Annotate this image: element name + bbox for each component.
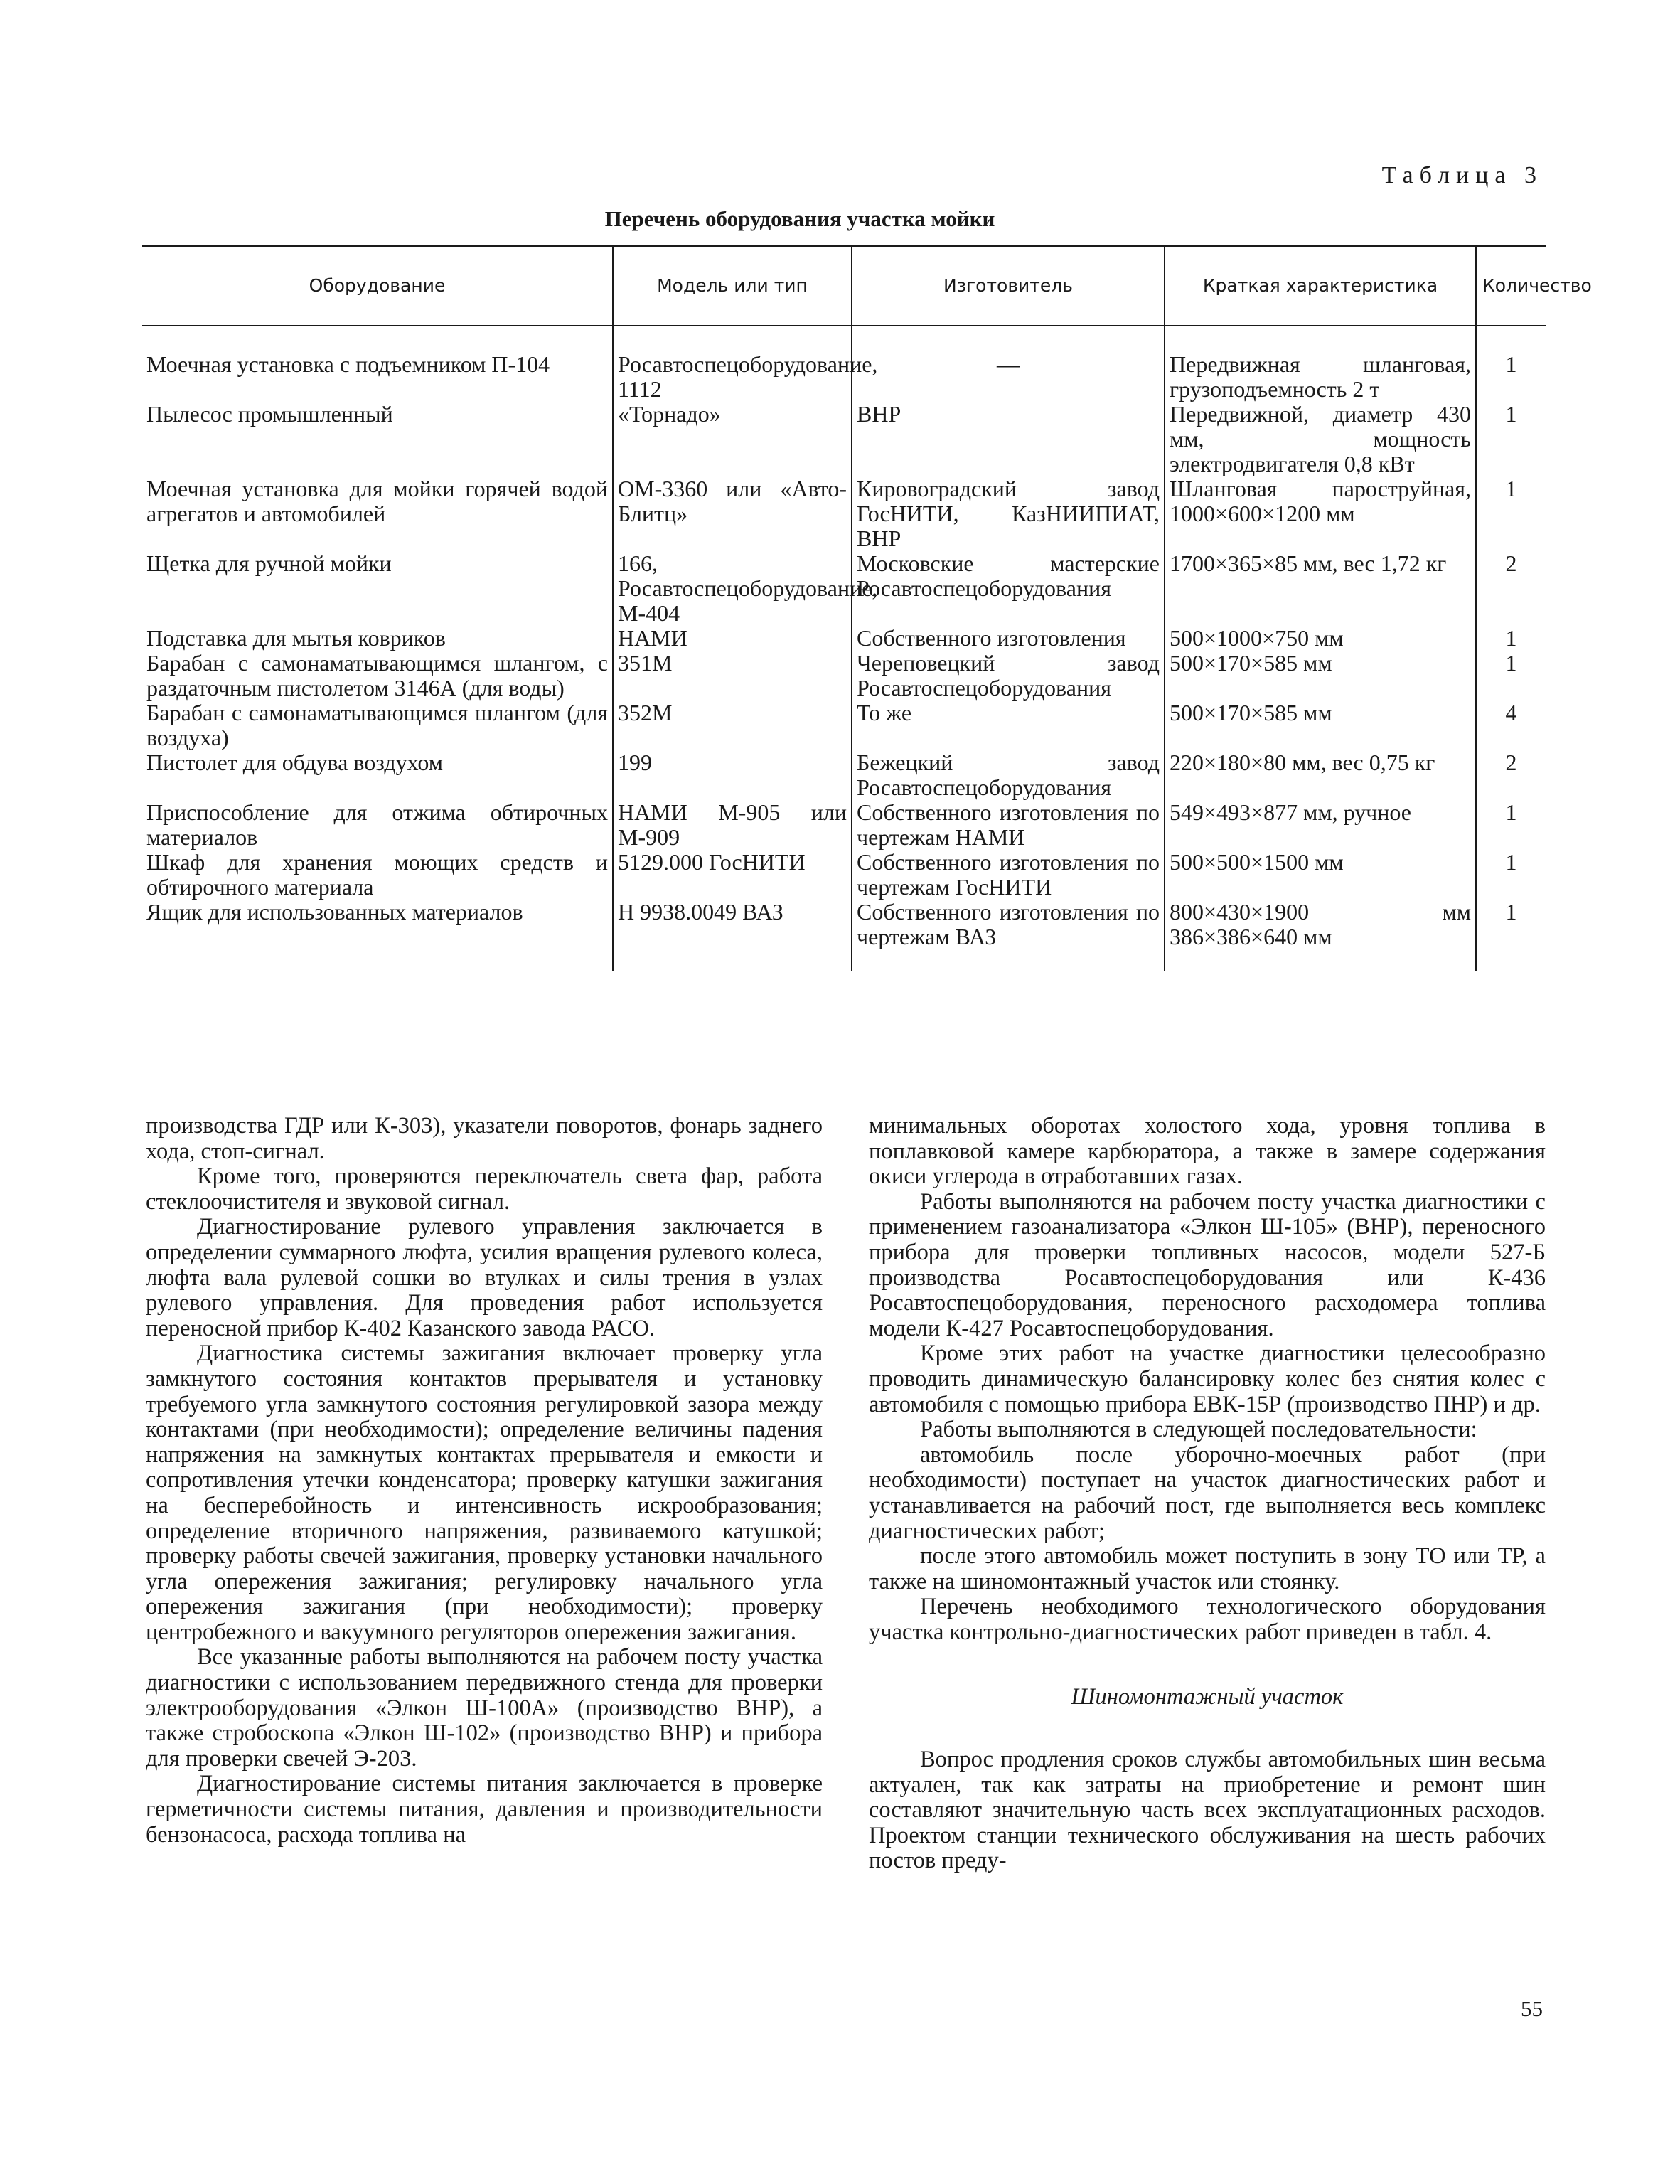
cell-characteristics: Передвижная шланговая, грузоподъемность 2 т [1165, 326, 1476, 402]
cell-manufacturer: Собственного изготовления [852, 626, 1165, 651]
cell-characteristics: 500×500×1500 мм [1165, 850, 1476, 900]
section-heading: Шиномонтажный участок [1071, 1684, 1344, 1710]
cell-model: 352М [613, 701, 852, 750]
table-title: Перечень оборудования участка мойки [604, 206, 995, 231]
cell-equipment: Подставка для мытья ковриков [146, 625, 446, 651]
cell-quantity: 2 [1476, 750, 1546, 800]
paragraph: Кроме того, проверяются переключатель света фар, работа стеклоочистителя и звуковой сигнал. [146, 1163, 823, 1215]
header-manufacturer: Изготовитель [852, 246, 1165, 326]
cell-model: 5129.000 ГосНИТИ [613, 850, 852, 900]
cell-equipment: Щетка для ручной мойки [146, 550, 392, 576]
page-number: 55 [1521, 1996, 1543, 2021]
cell-model: Н 9938.0049 ВАЗ [613, 900, 852, 971]
cell-manufacturer: Собственного изготовления по чертежам ВАЗ [852, 900, 1165, 971]
paragraph: Диагностирование системы питания заключается в проверке герметичности системы питания, давления и производительности бензонасоса, расхода топлива на [146, 1771, 823, 1848]
table-row [142, 900, 1546, 971]
table-header-row [142, 246, 1546, 326]
cell-manufacturer: Бежецкий завод Росавтоспецоборудования [852, 750, 1165, 800]
cell-quantity: 1 [1476, 326, 1546, 402]
cell-characteristics: Передвижной, диаметр 430 мм, мощность электродвигателя 0,8 кВт [1165, 402, 1476, 476]
cell-characteristics: 500×170×585 мм [1165, 651, 1476, 701]
cell-equipment: Шкаф для хранения моющих средств и обтирочного материала [146, 849, 608, 900]
cell-quantity: 1 [1476, 850, 1546, 900]
cell-manufacturer: Московские мастерские Росавтоспецоборудования [852, 551, 1165, 626]
cell-model: НАМИ М-905 или М-909 [613, 800, 852, 850]
cell-characteristics: 500×1000×750 мм [1165, 626, 1476, 651]
paragraph: автомобиль после уборочно-моечных работ (при необходимости) поступает на участок диагностических работ и устанавливается на рабочий пост, где выполняется весь комплекс диагностических работ; [869, 1442, 1546, 1544]
left-text-column [146, 1114, 823, 1848]
cell-quantity: 1 [1476, 900, 1546, 971]
table-row [142, 850, 1546, 900]
header-quantity: Количество [1476, 246, 1546, 326]
table-row [142, 750, 1546, 800]
cell-quantity: 1 [1476, 626, 1546, 651]
cell-characteristics: 800×430×1900 мм 386×386×640 мм [1165, 900, 1476, 971]
header-equipment: Оборудование [142, 246, 613, 326]
table-row [142, 326, 1546, 402]
cell-manufacturer: ВНР [852, 402, 1165, 476]
cell-equipment: Барабан с самонаматывающимся шлангом (для воздуха) [146, 700, 608, 750]
paragraph: Диагностирование рулевого управления заключается в определении суммарного люфта, усилия вращения рулевого колеса, люфта вала рулевой сошки во втулках и силы трения в узлах рулевого управления. Для проведения работ используется переносной прибор К-402 Казанского завода РАСО. [146, 1214, 823, 1341]
cell-equipment: Пистолет для обдува воздухом [146, 750, 444, 775]
right-text-column [869, 1114, 1546, 1874]
cell-model: 166, Росавтоспецоборудование, М-404 [613, 551, 852, 626]
cell-characteristics: Шланговая пароструйная, 1000×600×1200 мм [1165, 476, 1476, 551]
paragraph: после этого автомобиль может поступить в зону ТО или ТР, а также на шиномонтажный участок или стоянку. [869, 1543, 1546, 1594]
paragraph: Диагностика системы зажигания включает проверку угла замкнутого состояния контактов прерывателя и установку требуемого угла замкнутого состояния регулировкой зазора между контактами (при необходимости); определение величины падения напряжения на замкнутых контактах прерывателя и емкости и сопротивления утечки конденсатора; проверку катушки зажигания на бесперебойность и интенсивность искрообразования; определение вторичного напряжения, развиваемого катушкой; проверку работы свечей зажигания, проверку установки начального угла опережения зажигания; регулировку начального угла опережения зажигания (при необходимости); проверку центробежного и вакуумного регуляторов опережения зажигания. [146, 1341, 823, 1645]
cell-model: «Торнадо» [613, 402, 852, 476]
table-row [142, 800, 1546, 850]
cell-equipment: Барабан с самонаматывающимся шлангом, с раздаточным пистолетом 3146А (для воды) [146, 650, 608, 701]
cell-manufacturer: Кировоградский завод ГосНИТИ, КазНИИПИАТ, ВНР [852, 476, 1165, 551]
paragraph: Все указанные работы выполняются на рабочем посту участка диагностики с использованием передвижного стенда для проверки электрооборудования «Элкон Ш-100А» (производство ВНР), а также стробоскопа «Элкон Ш-102» (производство ВНР) и прибора для проверки свечей Э-203. [146, 1644, 823, 1772]
cell-manufacturer: Череповецкий завод Росавтоспецоборудования [852, 651, 1165, 701]
cell-model: НАМИ [613, 626, 852, 651]
cell-quantity: 4 [1476, 701, 1546, 750]
paragraph: Работы выполняются в следующей последовательности: [920, 1417, 1477, 1443]
table-row [142, 651, 1546, 701]
table-row [142, 476, 1546, 551]
cell-equipment: Пылесос промышленный [146, 401, 393, 427]
header-model: Модель или тип [613, 246, 852, 326]
cell-equipment: Моечная установка для мойки горячей водой агрегатов и автомобилей [146, 476, 608, 526]
cell-manufacturer: — [852, 326, 1165, 402]
cell-characteristics: 549×493×877 мм, ручное [1165, 800, 1476, 850]
table-number: Таблица 3 [1381, 162, 1543, 188]
table-row [142, 701, 1546, 750]
cell-quantity: 1 [1476, 476, 1546, 551]
paragraph: Работы выполняются на рабочем посту участка диагностики с применением газоанализатора «Элкон Ш-105» (ВНР), переносного прибора для проверки топливных насосов, модели 527-Б производства Росавтоспецоборудования или К-436 Росавтоспецоборудования, переносного расходомера топлива модели К-427 Росавтоспецоборудования. [869, 1188, 1546, 1341]
cell-equipment: Моечная установка с подъемником П-104 [146, 351, 550, 377]
cell-model: 351М [613, 651, 852, 701]
paragraph: Вопрос продления сроков службы автомобильных шин весьма актуален, так как затраты на приобретение и ремонт шин составляют значительную часть всех эксплуатационных расходов. Проектом станции технического обслуживания на шесть рабочих постов преду- [869, 1747, 1546, 1874]
paragraph: Перечень необходимого технологического оборудования участка контрольно-диагностических работ приведен в табл. 4. [869, 1594, 1546, 1645]
cell-equipment: Ящик для использованных материалов [146, 899, 523, 925]
cell-model: 199 [613, 750, 852, 800]
cell-quantity: 1 [1476, 402, 1546, 476]
cell-model: ОМ-3360 или «Авто-Блитц» [613, 476, 852, 551]
cell-manufacturer: Собственного изготовления по чертежам НАМИ [852, 800, 1165, 850]
table-row [142, 551, 1546, 626]
paragraph: минимальных оборотах холостого хода, уровня топлива в поплавковой камере карбюратора, а также в замере содержания окиси углерода в отработавших газах. [869, 1113, 1546, 1190]
cell-quantity: 1 [1476, 800, 1546, 850]
cell-manufacturer: Собственного изготовления по чертежам ГосНИТИ [852, 850, 1165, 900]
cell-equipment: Приспособление для отжима обтирочных материалов [146, 799, 608, 850]
paragraph: производства ГДР или К-303), указатели поворотов, фонарь заднего хода, стоп-сигнал. [146, 1113, 823, 1164]
table-row [142, 626, 1546, 651]
cell-characteristics: 1700×365×85 мм, вес 1,72 кг [1165, 551, 1476, 626]
header-characteristics: Краткая характеристика [1165, 246, 1476, 326]
paragraph: Кроме этих работ на участке диагностики целесообразно проводить динамическую балансировку колес без снятия колес с автомобиля с помощью прибора ЕВК-15Р (производство ПНР) и др. [869, 1341, 1546, 1417]
equipment-table [142, 245, 1592, 971]
cell-quantity: 1 [1476, 651, 1546, 701]
cell-quantity: 2 [1476, 551, 1546, 626]
table-row [142, 402, 1546, 476]
cell-model: Росавтоспецоборудование, 1112 [613, 326, 852, 402]
cell-manufacturer: То же [852, 701, 1165, 750]
cell-characteristics: 500×170×585 мм [1165, 701, 1476, 750]
cell-characteristics: 220×180×80 мм, вес 0,75 кг [1165, 750, 1476, 800]
